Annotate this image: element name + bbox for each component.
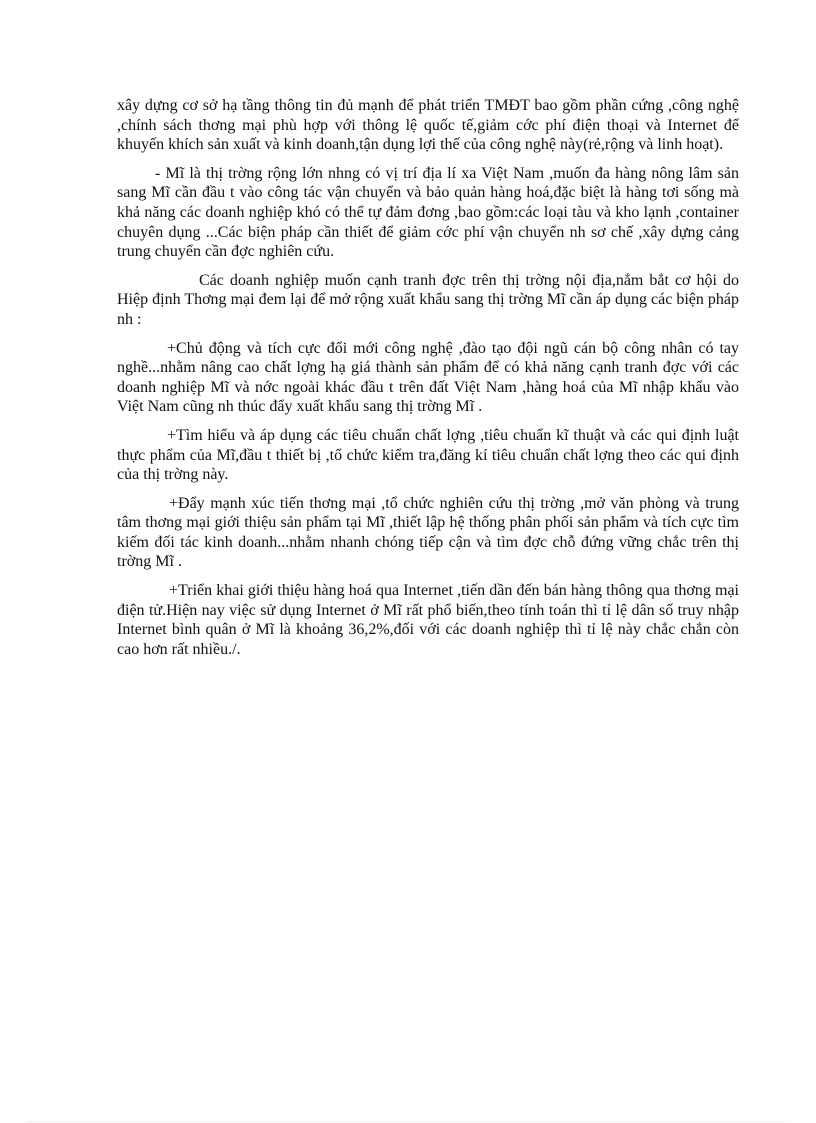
paragraph-competition-intro: Các doanh nghiệp muốn cạnh tranh đợc trên thị trờng nội địa,nắm bắt cơ hội do Hiệp định Thơng mại đem lại để mở rộng xuất khẩu sang thị trờng Mĩ cần áp dụng các biện pháp nh : — [117, 271, 739, 328]
paragraph-transport: - Mĩ là thị trờng rộng lớn nhng có vị trí địa lí xa Việt Nam ,muốn đa hàng nông lâm sản sang Mĩ cần đầu t vào công tác vận chuyển và bảo quản hàng hoá,đặc biệt là hàng tơi sống mà khả năng các doanh nghiệp khó có thể tự đảm đơng ,bao gồm:các loại tàu và kho lạnh ,container chuyên dụng ...Các biện pháp cần thiết để giảm cớc phí vận chuyển nh sơ chế ,xây dựng cảng trung chuyển cần đợc nghiên cứu. — [117, 164, 739, 261]
paragraph-technology: +Chủ động và tích cực đổi mới công nghệ ,đào tạo đội ngũ cán bộ công nhân có tay nghề...nhằm nâng cao chất lợng hạ giá thành sản phẩm để có khả năng cạnh tranh đợc với các doanh nghiệp Mĩ và nớc ngoài khác đầu t trên đất Việt Nam ,hàng hoá của Mĩ nhập khẩu vào Việt Nam cũng nh thúc đẩy xuất khẩu sang thị trờng Mĩ . — [117, 339, 739, 416]
paragraph-infrastructure: xây dựng cơ sở hạ tầng thông tin đủ mạnh để phát triển TMĐT bao gồm phần cứng ,công nghệ ,chính sách thơng mại phù hợp với thông lệ quốc tế,giảm cớc phí điện thoại và Internet để khuyến khích sản xuất và kinh doanh,tận dụng lợi thế của công nghệ này(rẻ,rộng và linh hoạt). — [117, 97, 739, 154]
paragraph-trade-promotion: +Đẩy mạnh xúc tiến thơng mại ,tổ chức nghiên cứu thị trờng ,mở văn phòng và trung tâm thơng mại giới thiệu sản phẩm tại Mĩ ,thiết lập hệ thống phân phối sản phẩm và tích cực tìm kiếm đối tác kinh doanh...nhằm nhanh chóng tiếp cận và tìm đợc chỗ đứng vững chắc trên thị trờng Mĩ . — [117, 494, 739, 571]
paragraph-standards: +Tìm hiểu và áp dụng các tiêu chuẩn chất lợng ,tiêu chuẩn kĩ thuật và các qui định luật thực phẩm của Mĩ,đầu t thiết bị ,tổ chức kiểm tra,đăng kí tiêu chuẩn chất lợng theo các qui định của thị trờng này. — [117, 426, 739, 484]
document-body — [117, 96, 739, 668]
page-bottom-divider — [28, 1121, 788, 1122]
paragraph-internet: +Triển khai giới thiệu hàng hoá qua Internet ,tiến dần đến bán hàng thông qua thơng mại điện tử.Hiện nay việc sử dụng Internet ở Mĩ rất phổ biến,theo tính toán thì tỉ lệ dân số truy nhập Internet bình quân ở Mĩ là khoảng 36,2%,đối với các doanh nghiệp thì tỉ lệ này chắc chắn còn cao hơn rất nhiều./. — [117, 582, 739, 658]
